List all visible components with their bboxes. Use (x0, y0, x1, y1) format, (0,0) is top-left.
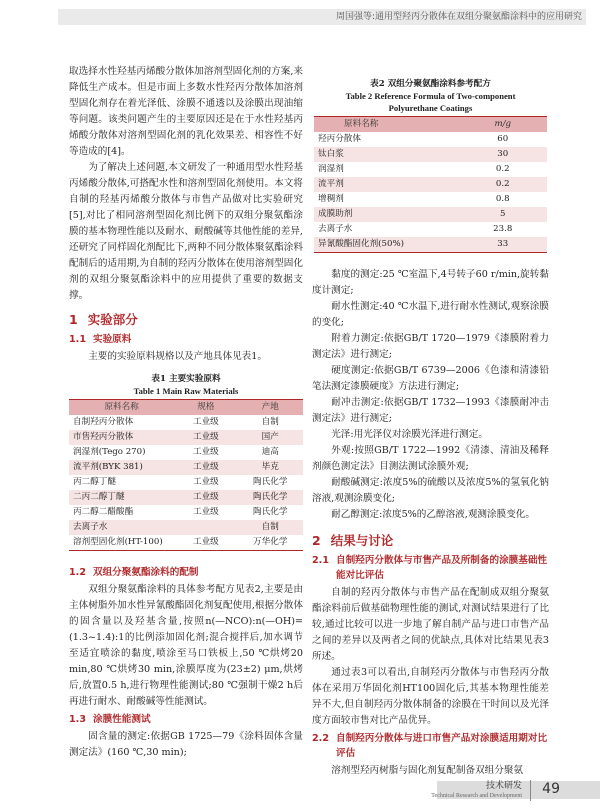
table-header-cell: m/g (458, 117, 547, 133)
table-2-caption-en-line2: Polyurethane Coatings (388, 103, 473, 113)
table-cell: 陶氏化学 (253, 477, 288, 487)
subsection-title: 涂膜性能测试 (93, 714, 151, 725)
table-cell (174, 520, 237, 535)
table-cell: 工业级 (174, 535, 237, 551)
table-1-caption-en: Table 1 Main Raw Materials (133, 386, 239, 396)
table-row (69, 460, 303, 475)
table-row (314, 237, 547, 253)
running-head (0, 9, 600, 31)
table-header-cell: 规格 (174, 400, 237, 416)
section-1-heading (69, 310, 303, 330)
table-cell: 工业级 (192, 417, 219, 427)
subsection-number: 1.2 (69, 567, 86, 578)
page-footer (0, 764, 600, 808)
table-cell: 异氰酸酯固化剂(50%) (314, 237, 458, 253)
table-cell: 溶剂型固化剂(HT-100) (69, 535, 174, 551)
table-cell: 工业级 (192, 447, 219, 457)
table-2 (312, 78, 549, 253)
table-cell: 0.2 (458, 177, 547, 192)
table-cell: 钛白浆 (314, 147, 458, 162)
table-cell: 工业级 (192, 477, 219, 487)
table-row (314, 147, 547, 162)
table-header-row (69, 400, 303, 416)
test-item: 耐乙醇测定:浓度5%的乙醇溶液,观测涂膜变化。 (331, 509, 535, 520)
table-row (314, 207, 547, 222)
section-title: 实验部分 (87, 312, 138, 327)
test-item: 耐冲击测定:依据GB/T 1732—1993《漆膜耐冲击测定法》进行测定; (312, 397, 549, 424)
table-cell: 润湿剂(Tego 270) (73, 447, 146, 457)
table-row (314, 177, 547, 192)
footer-section-en: Technical Research and Development (431, 793, 522, 799)
section-number: 2 (312, 533, 321, 548)
table-2-caption-en-line1: Table 2 Reference Formula of Two-component (345, 91, 516, 101)
table-row (69, 535, 303, 551)
materials-paragraph: 主要的实验原料规格以及产地具体见表1。 (88, 351, 267, 362)
table-cell: 30 (458, 147, 547, 162)
test-item: 外观:按照GB/T 1722—1992《清漆、清油及稀释剂颜色测定法》目测法测试涂膜外观; (312, 445, 549, 472)
table-cell: 去离子水 (69, 520, 174, 535)
table-cell: 自制 (237, 520, 303, 535)
table-cell: 0.2 (495, 164, 510, 174)
table-cell: 万华化学 (237, 535, 303, 551)
table-cell: 丙二醇丁醚 (73, 477, 116, 487)
table-cell: 自制 (261, 417, 279, 427)
table-header-row (314, 117, 547, 133)
subsection-number: 1.1 (69, 334, 86, 345)
test-item: 黏度的测定:25 ℃室温下,4号转子60 r/min,旋转黏度计测定; (312, 269, 549, 296)
table-cell: 成膜助剂 (314, 207, 458, 222)
subsection-title: 双组分聚氨酯涂料的配制 (93, 567, 199, 578)
materials-table (69, 399, 303, 551)
subsection-1-3-heading (69, 712, 303, 727)
table-row (69, 475, 303, 490)
test-item: 耐酸碱测定:浓度5%的硫酸以及浓度5%的氢氧化钠溶液,观测涂膜变化; (312, 477, 549, 504)
table-cell: 去离子水 (318, 224, 353, 234)
results-paragraph-3: 溶剂型羟丙树脂与固化剂复配制备双组分聚氨 (331, 765, 524, 776)
table-cell: 工业级 (174, 490, 237, 505)
table-2-caption-cn: 表2 双组分聚氨酯涂料参考配方 (370, 79, 491, 89)
table-cell: 流平剂 (314, 177, 458, 192)
formulation-paragraph: 双组分聚氨酯涂料的具体参考配方见表2,主要是由主体树脂外加水性异氰酸酯固化剂复配使用,根据分散体的固含量以及羟基含量,按照n(—NCO):n(—OH)=(1.3~1.4):1的比例添加固化剂;混合搅拌后,加水调节至适宜喷涂的黏度,喷涂至马口铁板上,50 ℃烘烤20 min,80 ℃烘烤30 min,涂膜厚度为(23±2) μm,烘烤后,放置0.5 h,进行物理性能测试;80 ℃强制干燥2 h后再进行耐水、耐酸碱等性能测试。 (69, 584, 303, 707)
table-row (314, 162, 547, 177)
table-cell: 23.8 (493, 224, 513, 234)
table-row (314, 132, 547, 147)
subsection-1-2-heading (69, 565, 303, 580)
table-cell: 市售羟丙分散体 (69, 430, 174, 445)
table-1 (69, 373, 303, 551)
table-cell: 丙二醇二醋酸酯 (73, 507, 134, 517)
table-cell: 工业级 (192, 507, 219, 517)
table-cell: 工业级 (174, 430, 237, 445)
table-cell: 增稠剂 (318, 194, 344, 204)
table-cell: 二丙二醇丁醚 (69, 490, 174, 505)
section-number: 1 (69, 312, 78, 327)
test-item: 附着力测定:依据GB/T 1720—1979《漆膜附着力测定法》进行测定; (312, 333, 549, 360)
table-header-cell: 原料名称 (69, 400, 174, 416)
left-column (69, 64, 303, 761)
footer-divider (530, 780, 531, 801)
test-methods (312, 267, 549, 523)
subsection-1-1-heading (69, 332, 303, 347)
test-item: 耐水性测定:40 ℃水温下,进行耐水性测试,观察涂膜的变化; (312, 301, 549, 328)
subsection-2-2-heading (312, 731, 549, 761)
results-paragraph-1: 自制的羟丙分散体与市售产品在配制成双组分聚氨酯涂料前后做基础物理性能的测试,对测试结果进行了比较,通过比较可以进一步地了解自制产品与进口市售产品之间的差异以及两者之间的优缺点,具体对比结果见表3所述。 (312, 587, 549, 662)
table-header-cell: 原料名称 (314, 117, 458, 133)
section-title: 结果与讨论 (330, 533, 394, 548)
table-cell: 陶氏化学 (237, 490, 303, 505)
solids-test-paragraph: 固含量的测定:依据GB 1725—79《涂料固体含量测定法》(160 ℃,30 min); (69, 731, 303, 758)
section-2-heading (312, 531, 549, 551)
table-row (314, 222, 547, 237)
table-row (314, 192, 547, 207)
intro-paragraph-1: 取选择水性羟基丙烯酸分散体加溶剂型固化剂的方案,来降低生产成本。但是市面上多数水性羟丙分散体加溶剂型固化剂存在着光泽低、涂膜不通透以及涂膜出现油缩等问题。该类问题产生的主要原因还是在于水性羟基丙烯酸分散体对溶剂型固化剂的乳化效果差、相容性不好等造成的[4]。 (69, 66, 303, 157)
table-cell: 自制羟丙分散体 (73, 417, 134, 427)
table-row (69, 505, 303, 520)
formula-table (314, 116, 547, 253)
footer-section-cn: 技术研发 (485, 781, 522, 791)
subsection-number: 2.1 (312, 555, 329, 566)
table-cell: 润湿剂 (318, 164, 344, 174)
table-cell: 羟丙分散体 (318, 134, 361, 144)
table-cell: 33 (458, 237, 547, 253)
subsection-title: 自制羟丙分散体与进口市售产品对涂膜适用期对比评估 (336, 733, 548, 759)
subsection-title: 自制羟丙分散体与市售产品及所制备的涂膜基础性能对比评估 (336, 555, 548, 581)
table-cell: 60 (497, 134, 509, 144)
subsection-2-1-heading (312, 553, 549, 583)
table-cell: 0.8 (495, 194, 510, 204)
results-paragraph-2: 通过表3可以看出,自制羟丙分散体与市售羟丙分散体在采用万华固化剂HT100固化后,其基本物理性能差异不大,但自制羟丙分散体制备的涂膜在干时间以及光泽度方面较市售对比产品优异。 (312, 667, 549, 726)
table-row (69, 445, 303, 460)
table-cell: 5 (458, 207, 547, 222)
test-item: 硬度测定:依据GB/T 6739—2006《色漆和清漆铅笔法测定漆膜硬度》方法进行测定; (312, 365, 549, 392)
test-item: 光泽:用光泽仪对涂膜光泽进行测定。 (331, 429, 488, 440)
table-cell: 国产 (237, 430, 303, 445)
table-cell: 工业级 (174, 460, 237, 475)
table-cell: 流平剂(BYK 381) (69, 460, 174, 475)
table-row (69, 415, 303, 430)
table-row (69, 520, 303, 535)
running-head-text: 周国强等:通用型羟丙分散体在双组分聚氨酯涂料中的应用研究 (335, 12, 582, 22)
table-row (69, 490, 303, 505)
page-number: 49 (542, 781, 560, 797)
intro-paragraph-2: 为了解决上述问题,本文研发了一种通用型水性羟基丙烯酸分散体,可搭配水性和溶剂型固化剂使用。本文将自制的羟基丙烯酸分散体与市售产品做对比实验研究[5],对比了相同溶剂型固化剂比例下的双组分聚氨酯涂膜的基本物理性能以及耐水、耐酸碱等其他性能的差异,还研究了同样固化剂配比下,两种不同分散体聚氨酯涂料配制后的适用期,为自制的羟丙分散体在使用溶剂型固化剂的双组分聚氨酯涂料中的应用提供了重要的数据支撑。 (69, 162, 303, 301)
subsection-number: 1.3 (69, 714, 86, 725)
subsection-title: 实验原料 (93, 334, 132, 345)
table-cell: 迪高 (261, 447, 279, 457)
table-header-cell: 产地 (237, 400, 303, 416)
table-cell: 毕克 (237, 460, 303, 475)
table-cell: 陶氏化学 (253, 507, 288, 517)
table-row (69, 430, 303, 445)
subsection-number: 2.2 (312, 733, 329, 744)
table-1-caption-cn: 表1 主要实验原料 (151, 374, 221, 384)
right-column (312, 78, 549, 779)
